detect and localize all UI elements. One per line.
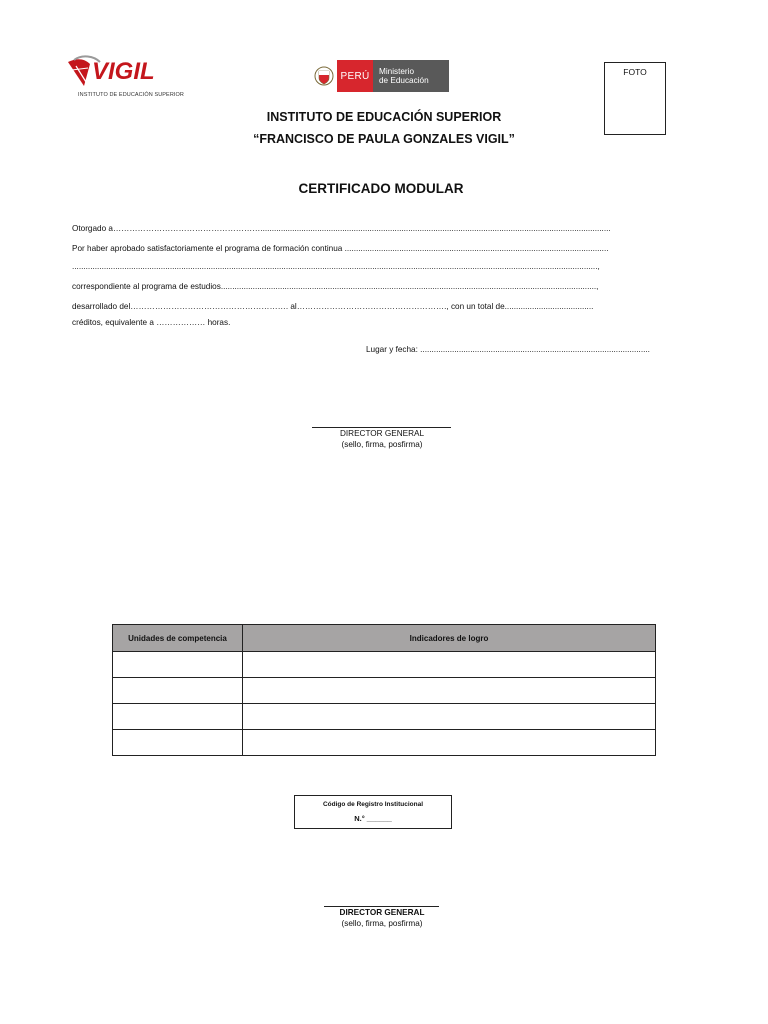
place-date-line: Lugar y fecha: ..................................................................................................... — [366, 345, 650, 354]
table-cell — [243, 704, 656, 730]
registry-title: Código de Registro Institucional — [322, 801, 424, 808]
ministry-label — [373, 60, 449, 92]
institute-logo-word: VIGIL — [92, 58, 155, 85]
header-line1: INSTITUTO DE EDUCACIÓN SUPERIOR — [266, 110, 502, 124]
table-cell — [113, 678, 243, 704]
coat-of-arms-icon — [311, 60, 337, 92]
dots-line: ......................................................................................................................................................................................................................................., — [72, 262, 600, 271]
signature-title-2: DIRECTOR GENERAL — [339, 908, 425, 917]
table-cell — [113, 730, 243, 756]
table-cell — [113, 652, 243, 678]
institute-logo — [66, 52, 184, 102]
signature-block-2 — [290, 907, 474, 929]
granted-line: Otorgado a……………………………………………….......................................................................................................................................................... — [72, 224, 611, 233]
approved-line: Por haber aprobado satisfactoriamente el programa de formación continua .................................................................................................................... — [72, 244, 609, 253]
photo-box — [604, 62, 666, 135]
country-label: PERÚ — [337, 60, 373, 92]
table-cell — [243, 678, 656, 704]
column-header-competency: Unidades de competencia — [113, 625, 243, 652]
column-header-indicators: Indicadores de logro — [243, 625, 656, 652]
signature-note-2: (sello, firma, posfirma) — [341, 919, 423, 928]
table-row — [113, 704, 656, 730]
registry-number: N.° ______ — [354, 814, 392, 823]
institute-logo-caption: INSTITUTO DE EDUCACIÓN SUPERIOR — [78, 92, 184, 98]
ministry-logo — [311, 60, 449, 92]
registry-box — [294, 795, 452, 829]
signature-title: DIRECTOR GENERAL — [339, 429, 424, 438]
ministry-line2: de Educación — [379, 76, 429, 85]
ministry-line1: Ministerio — [379, 67, 415, 76]
developed-line: desarrollado del…………………………………………………. al………………………………………………., con un total de....................................... — [72, 302, 594, 311]
photo-label: FOTO — [623, 67, 647, 77]
competency-table — [112, 624, 656, 756]
credits-line: créditos, equivalente a ……………… horas. — [72, 318, 231, 327]
table-row — [113, 652, 656, 678]
table-row — [113, 678, 656, 704]
program-line: correspondiente al programa de estudios....................................................................................................................................................................., — [72, 282, 599, 291]
table-header-row — [113, 625, 656, 652]
table-cell — [243, 730, 656, 756]
table-row — [113, 730, 656, 756]
signature-note: (sello, firma, posfirma) — [341, 440, 423, 449]
table-cell — [113, 704, 243, 730]
signature-block — [290, 428, 474, 450]
certificate-title: CERTIFICADO MODULAR — [298, 181, 464, 196]
header-line2: “FRANCISCO DE PAULA GONZALES VIGIL” — [253, 132, 515, 146]
table-cell — [243, 652, 656, 678]
